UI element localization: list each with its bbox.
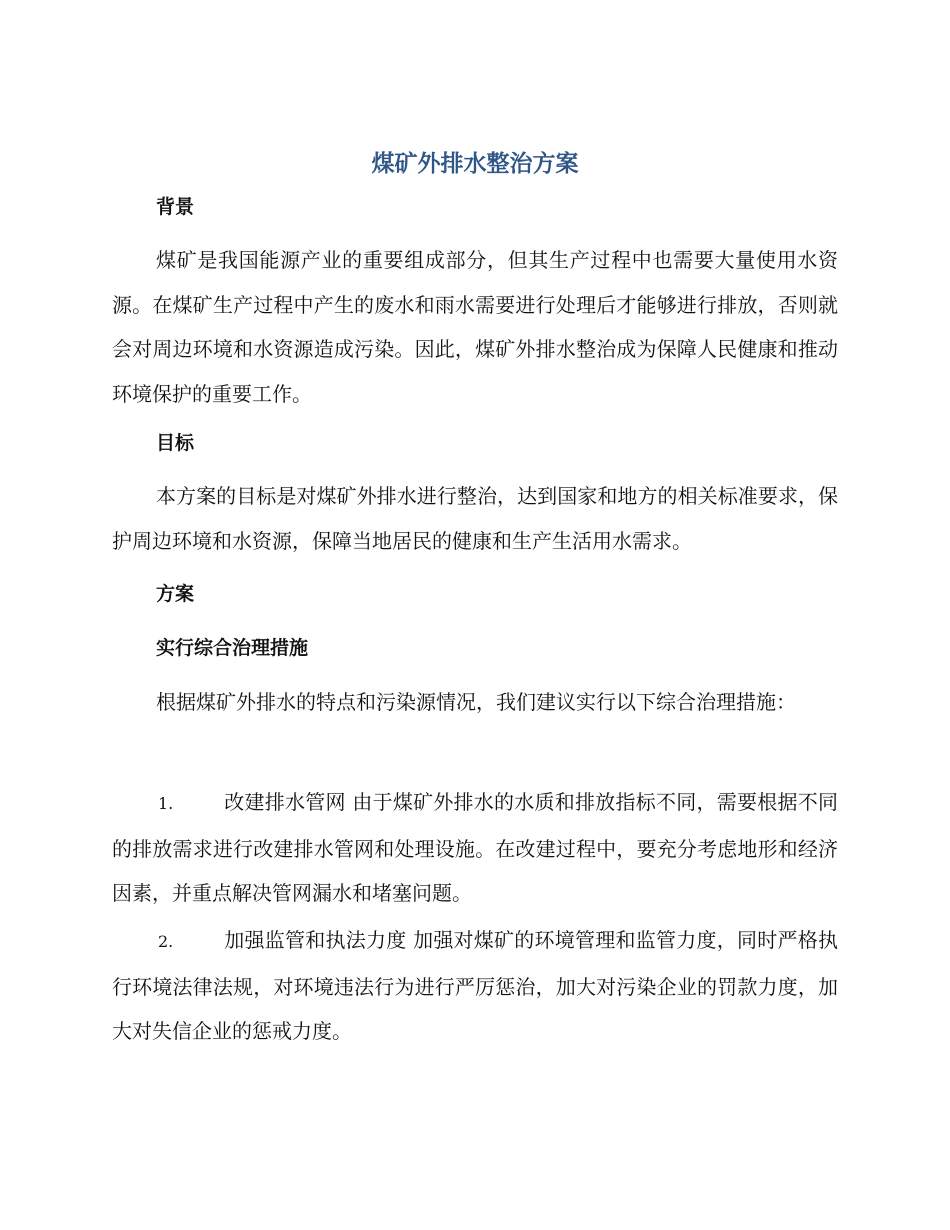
- paragraph-plan-intro: 根据煤矿外排水的特点和污染源情况，我们建议实行以下综合治理措施：: [156, 690, 796, 714]
- list-item-1: [112, 780, 838, 916]
- list-item-2: [112, 918, 838, 1054]
- list-number-2: 2.: [158, 932, 174, 951]
- document-title: 煤矿外排水整治方案: [371, 151, 579, 177]
- list-text-2: 加强监管和执法力度 加强对煤矿的环境管理和监管力度，同时严格执行环境法律法规，对环境违法行为进行严厉惩治，加大对污染企业的罚款力度，加大对失信企业的惩戒力度。: [112, 928, 838, 1043]
- paragraph-goal: 本方案的目标是对煤矿外排水进行整治，达到国家和地方的相关标准要求，保护周边环境和水资源，保障当地居民的健康和生产生活用水需求。: [112, 484, 838, 553]
- heading-plan: 方案: [156, 583, 195, 605]
- list-text-1: 改建排水管网 由于煤矿外排水的水质和排放指标不同，需要根据不同的排放需求进行改建排水管网和处理设施。在改建过程中，要充分考虑地形和经济因素，并重点解决管网漏水和堵塞问题。: [112, 790, 838, 905]
- heading-goal: 目标: [156, 432, 195, 454]
- list-number-1: 1.: [158, 794, 174, 813]
- subheading-measures: 实行综合治理措施: [156, 637, 309, 659]
- paragraph-background: 煤矿是我国能源产业的重要组成部分，但其生产过程中也需要大量使用水资源。在煤矿生产过程中产生的废水和雨水需要进行处理后才能够进行排放，否则就会对周边环境和水资源造成污染。因此，煤矿外排水整治成为保障人民健康和推动环境保护的重要工作。: [112, 248, 838, 406]
- heading-background: 背景: [156, 196, 195, 218]
